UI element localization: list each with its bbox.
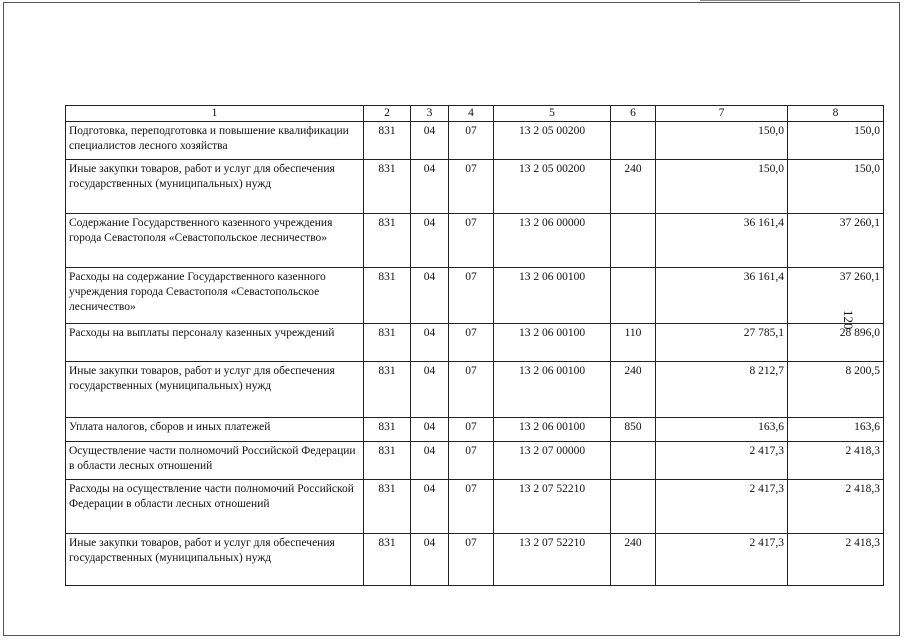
row-value-8: 8 200,5 [788, 362, 884, 418]
header-cell: 8 [788, 106, 884, 122]
row-value-8: 2 418,3 [788, 534, 884, 586]
row-code-6 [611, 122, 656, 160]
table-row [66, 214, 884, 268]
row-code-4: 07 [449, 442, 494, 480]
row-code-5: 13 2 06 00000 [494, 214, 611, 268]
row-code-2: 831 [364, 534, 411, 586]
table-row [66, 122, 884, 160]
row-code-2: 831 [364, 362, 411, 418]
row-code-4: 07 [449, 534, 494, 586]
row-name: Расходы на содержание Государственного казенного учреждения города Севастополя «Севастопольское лесничество» [66, 268, 364, 324]
row-code-6: 240 [611, 362, 656, 418]
row-code-4: 07 [449, 122, 494, 160]
row-name: Расходы на осуществление части полномочий Российской Федерации в области лесных отношений [66, 480, 364, 534]
row-name: Подготовка, переподготовка и повышение квалификации специалистов лесного хозяйства [66, 122, 364, 160]
row-code-6 [611, 442, 656, 480]
row-value-7: 163,6 [656, 418, 788, 442]
row-value-7: 150,0 [656, 122, 788, 160]
header-cell: 1 [66, 106, 364, 122]
row-code-3: 04 [411, 122, 449, 160]
row-code-5: 13 2 06 00100 [494, 362, 611, 418]
row-code-3: 04 [411, 324, 449, 362]
table-row [66, 418, 884, 442]
table-row [66, 324, 884, 362]
table-row [66, 268, 884, 324]
row-code-3: 04 [411, 442, 449, 480]
row-value-8: 150,0 [788, 160, 884, 214]
row-code-5: 13 2 06 00100 [494, 268, 611, 324]
top-rule [700, 0, 800, 1]
row-code-5: 13 2 06 00100 [494, 418, 611, 442]
row-code-4: 07 [449, 418, 494, 442]
row-value-8: 37 260,1 [788, 268, 884, 324]
table-row [66, 480, 884, 534]
row-code-3: 04 [411, 418, 449, 442]
row-code-4: 07 [449, 214, 494, 268]
row-value-7: 27 785,1 [656, 324, 788, 362]
header-cell: 6 [611, 106, 656, 122]
row-code-4: 07 [449, 480, 494, 534]
row-code-3: 04 [411, 480, 449, 534]
row-name: Расходы на выплаты персоналу казенных учреждений [66, 324, 364, 362]
row-code-5: 13 2 07 52210 [494, 480, 611, 534]
row-value-8: 2 418,3 [788, 442, 884, 480]
row-value-8: 37 260,1 [788, 214, 884, 268]
table-row [66, 442, 884, 480]
row-code-4: 07 [449, 160, 494, 214]
row-value-8: 28 896,0 [788, 324, 884, 362]
row-name: Иные закупки товаров, работ и услуг для обеспечения государственных (муниципальных) нужд [66, 534, 364, 586]
row-code-6: 240 [611, 160, 656, 214]
row-code-3: 04 [411, 214, 449, 268]
budget-table [65, 105, 884, 586]
row-code-6 [611, 480, 656, 534]
row-code-3: 04 [411, 362, 449, 418]
row-code-2: 831 [364, 122, 411, 160]
row-value-7: 2 417,3 [656, 480, 788, 534]
header-cell: 3 [411, 106, 449, 122]
row-code-5: 13 2 05 00200 [494, 122, 611, 160]
row-code-2: 831 [364, 480, 411, 534]
row-code-6 [611, 214, 656, 268]
row-code-5: 13 2 07 00000 [494, 442, 611, 480]
row-value-7: 8 212,7 [656, 362, 788, 418]
row-value-8: 150,0 [788, 122, 884, 160]
row-code-3: 04 [411, 160, 449, 214]
row-code-2: 831 [364, 214, 411, 268]
row-code-3: 04 [411, 534, 449, 586]
row-name: Осуществление части полномочий Российской Федерации в области лесных отношений [66, 442, 364, 480]
row-code-3: 04 [411, 268, 449, 324]
row-code-6: 240 [611, 534, 656, 586]
row-code-5: 13 2 05 00200 [494, 160, 611, 214]
table-row [66, 362, 884, 418]
row-value-7: 2 417,3 [656, 534, 788, 586]
row-code-2: 831 [364, 418, 411, 442]
row-name: Содержание Государственного казенного учреждения города Севастополя «Севастопольское лесничество» [66, 214, 364, 268]
row-code-2: 831 [364, 160, 411, 214]
row-code-2: 831 [364, 324, 411, 362]
page-number: 120 [841, 310, 856, 330]
row-code-5: 13 2 06 00100 [494, 324, 611, 362]
header-cell: 4 [449, 106, 494, 122]
row-code-4: 07 [449, 268, 494, 324]
row-code-5: 13 2 07 52210 [494, 534, 611, 586]
row-value-7: 36 161,4 [656, 214, 788, 268]
row-name: Иные закупки товаров, работ и услуг для обеспечения государственных (муниципальных) нужд [66, 160, 364, 214]
header-cell: 5 [494, 106, 611, 122]
row-name: Уплата налогов, сборов и иных платежей [66, 418, 364, 442]
row-value-8: 2 418,3 [788, 480, 884, 534]
row-value-7: 150,0 [656, 160, 788, 214]
row-code-4: 07 [449, 324, 494, 362]
table-row [66, 534, 884, 586]
row-value-7: 2 417,3 [656, 442, 788, 480]
row-code-2: 831 [364, 268, 411, 324]
header-cell: 7 [656, 106, 788, 122]
table-header-row [66, 106, 884, 122]
row-value-7: 36 161,4 [656, 268, 788, 324]
row-code-6: 110 [611, 324, 656, 362]
row-value-8: 163,6 [788, 418, 884, 442]
table-row [66, 160, 884, 214]
row-code-2: 831 [364, 442, 411, 480]
header-cell: 2 [364, 106, 411, 122]
row-code-6 [611, 268, 656, 324]
row-code-6: 850 [611, 418, 656, 442]
row-name: Иные закупки товаров, работ и услуг для обеспечения государственных (муниципальных) нужд [66, 362, 364, 418]
row-code-4: 07 [449, 362, 494, 418]
